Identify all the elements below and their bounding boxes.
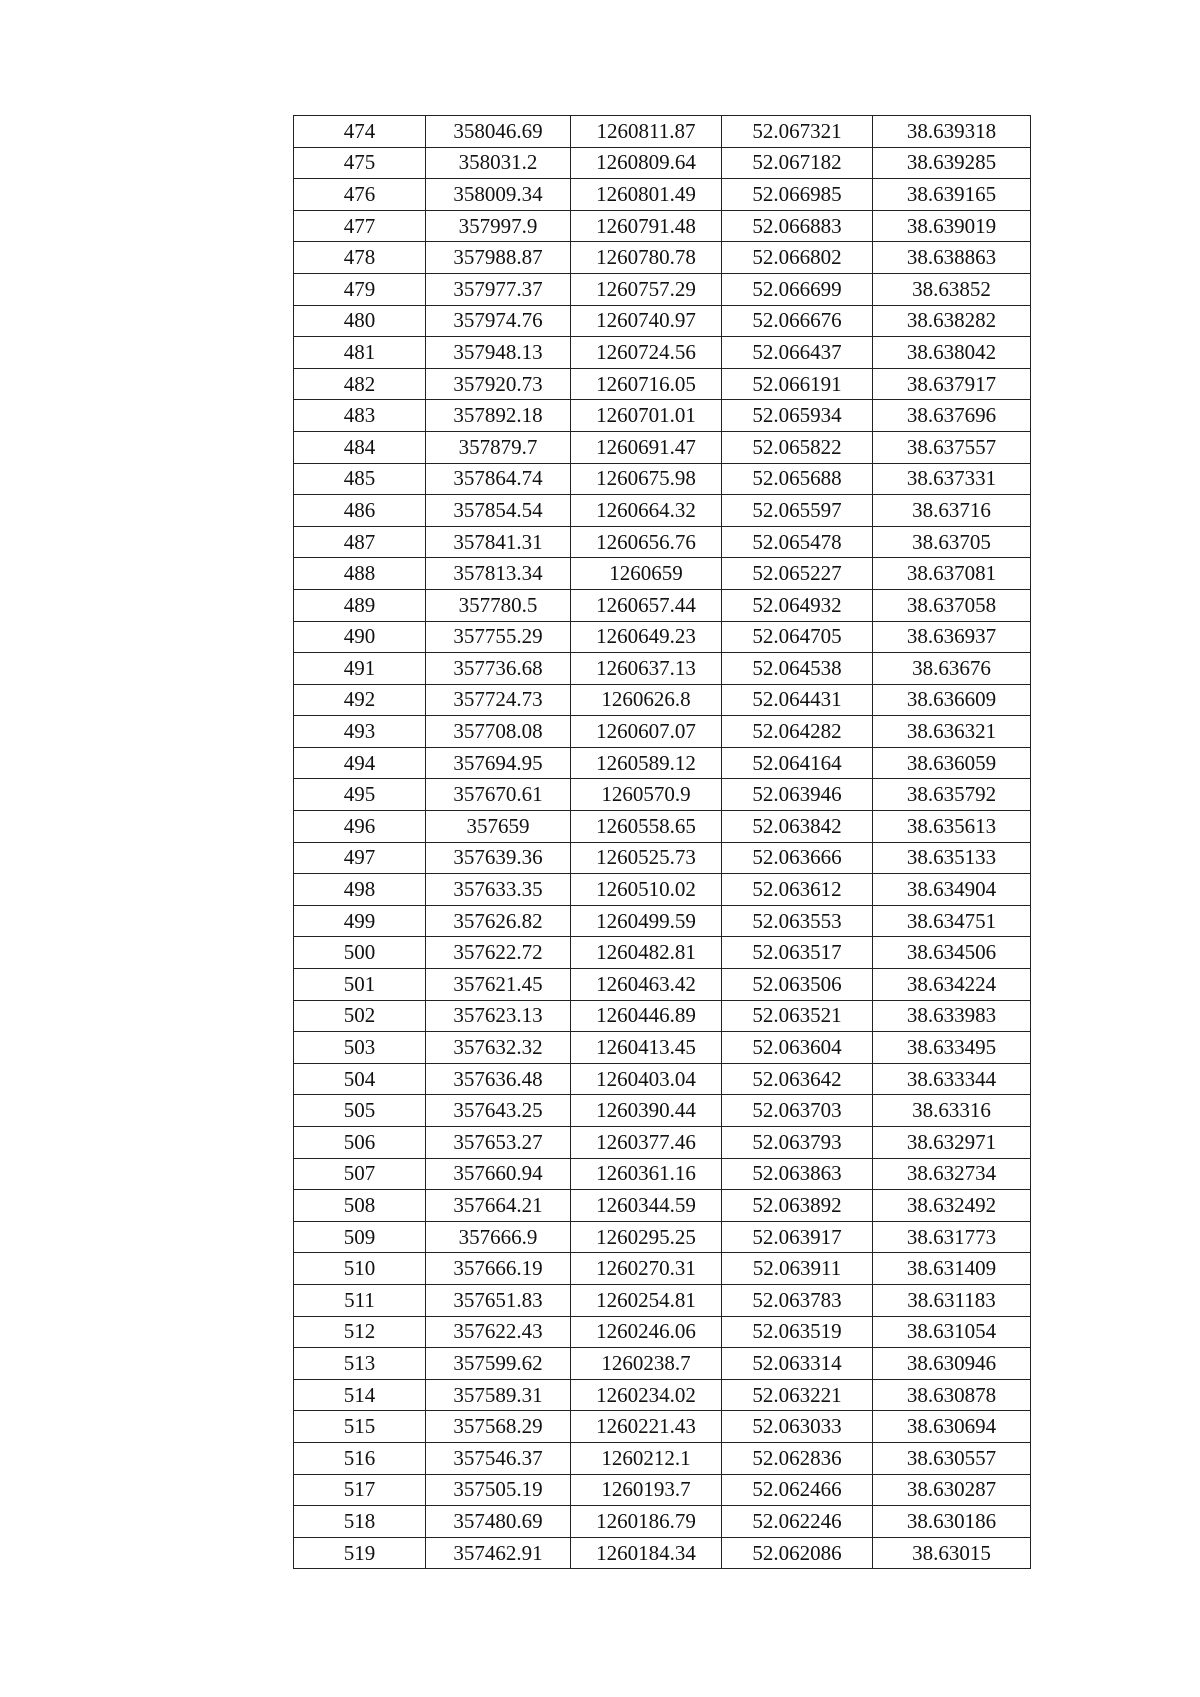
table-row bbox=[294, 495, 1031, 527]
point-number-cell: 490 bbox=[294, 621, 426, 653]
longitude-cell: 38.630287 bbox=[873, 1474, 1031, 1506]
table-row bbox=[294, 1506, 1031, 1538]
point-number-cell: 495 bbox=[294, 779, 426, 811]
coord-y-cell: 1260691.47 bbox=[571, 431, 722, 463]
coord-y-cell: 1260499.59 bbox=[571, 905, 722, 937]
longitude-cell: 38.634506 bbox=[873, 937, 1031, 969]
coord-x-cell: 357664.21 bbox=[426, 1190, 571, 1222]
latitude-cell: 52.063863 bbox=[722, 1158, 873, 1190]
table-body bbox=[294, 116, 1031, 1569]
point-number-cell: 514 bbox=[294, 1379, 426, 1411]
table-row bbox=[294, 874, 1031, 906]
table-row bbox=[294, 526, 1031, 558]
longitude-cell: 38.634751 bbox=[873, 905, 1031, 937]
longitude-cell: 38.637917 bbox=[873, 368, 1031, 400]
latitude-cell: 52.063793 bbox=[722, 1127, 873, 1159]
coord-x-cell: 357977.37 bbox=[426, 273, 571, 305]
longitude-cell: 38.636937 bbox=[873, 621, 1031, 653]
longitude-cell: 38.633983 bbox=[873, 1000, 1031, 1032]
longitude-cell: 38.634224 bbox=[873, 969, 1031, 1001]
table-row bbox=[294, 1474, 1031, 1506]
coord-y-cell: 1260570.9 bbox=[571, 779, 722, 811]
coord-x-cell: 357724.73 bbox=[426, 684, 571, 716]
latitude-cell: 52.066985 bbox=[722, 179, 873, 211]
table-row bbox=[294, 431, 1031, 463]
table-row bbox=[294, 558, 1031, 590]
longitude-cell: 38.632492 bbox=[873, 1190, 1031, 1222]
latitude-cell: 52.063521 bbox=[722, 1000, 873, 1032]
latitude-cell: 52.064538 bbox=[722, 653, 873, 685]
coord-y-cell: 1260270.31 bbox=[571, 1253, 722, 1285]
table-row bbox=[294, 368, 1031, 400]
coord-x-cell: 357480.69 bbox=[426, 1506, 571, 1538]
coord-x-cell: 357920.73 bbox=[426, 368, 571, 400]
table-row bbox=[294, 779, 1031, 811]
latitude-cell: 52.063783 bbox=[722, 1284, 873, 1316]
point-number-cell: 508 bbox=[294, 1190, 426, 1222]
point-number-cell: 493 bbox=[294, 716, 426, 748]
coord-y-cell: 1260791.48 bbox=[571, 210, 722, 242]
table-row bbox=[294, 1253, 1031, 1285]
coord-x-cell: 357626.82 bbox=[426, 905, 571, 937]
longitude-cell: 38.635792 bbox=[873, 779, 1031, 811]
table-row bbox=[294, 463, 1031, 495]
latitude-cell: 52.063666 bbox=[722, 842, 873, 874]
coord-y-cell: 1260221.43 bbox=[571, 1411, 722, 1443]
point-number-cell: 507 bbox=[294, 1158, 426, 1190]
longitude-cell: 38.637081 bbox=[873, 558, 1031, 590]
longitude-cell: 38.636321 bbox=[873, 716, 1031, 748]
coord-x-cell: 357974.76 bbox=[426, 305, 571, 337]
coord-y-cell: 1260212.1 bbox=[571, 1442, 722, 1474]
coord-x-cell: 357755.29 bbox=[426, 621, 571, 653]
coord-y-cell: 1260525.73 bbox=[571, 842, 722, 874]
coord-x-cell: 357997.9 bbox=[426, 210, 571, 242]
latitude-cell: 52.065597 bbox=[722, 495, 873, 527]
latitude-cell: 52.063506 bbox=[722, 969, 873, 1001]
coord-y-cell: 1260361.16 bbox=[571, 1158, 722, 1190]
coordinates-table bbox=[293, 115, 1031, 1569]
coord-y-cell: 1260716.05 bbox=[571, 368, 722, 400]
latitude-cell: 52.063892 bbox=[722, 1190, 873, 1222]
coord-x-cell: 357599.62 bbox=[426, 1348, 571, 1380]
coord-x-cell: 357505.19 bbox=[426, 1474, 571, 1506]
longitude-cell: 38.633344 bbox=[873, 1063, 1031, 1095]
latitude-cell: 52.066802 bbox=[722, 242, 873, 274]
coord-x-cell: 357659 bbox=[426, 811, 571, 843]
table-row bbox=[294, 1190, 1031, 1222]
longitude-cell: 38.631183 bbox=[873, 1284, 1031, 1316]
latitude-cell: 52.063703 bbox=[722, 1095, 873, 1127]
coord-x-cell: 357879.7 bbox=[426, 431, 571, 463]
latitude-cell: 52.062466 bbox=[722, 1474, 873, 1506]
table-row bbox=[294, 653, 1031, 685]
longitude-cell: 38.63015 bbox=[873, 1537, 1031, 1569]
coord-y-cell: 1260186.79 bbox=[571, 1506, 722, 1538]
latitude-cell: 52.062836 bbox=[722, 1442, 873, 1474]
coord-x-cell: 357546.37 bbox=[426, 1442, 571, 1474]
latitude-cell: 52.063033 bbox=[722, 1411, 873, 1443]
coord-x-cell: 357841.31 bbox=[426, 526, 571, 558]
coord-x-cell: 357643.25 bbox=[426, 1095, 571, 1127]
coord-y-cell: 1260558.65 bbox=[571, 811, 722, 843]
coord-x-cell: 357633.35 bbox=[426, 874, 571, 906]
point-number-cell: 504 bbox=[294, 1063, 426, 1095]
point-number-cell: 491 bbox=[294, 653, 426, 685]
coord-y-cell: 1260246.06 bbox=[571, 1316, 722, 1348]
coord-x-cell: 357948.13 bbox=[426, 337, 571, 369]
table-row bbox=[294, 937, 1031, 969]
longitude-cell: 38.638863 bbox=[873, 242, 1031, 274]
coord-y-cell: 1260656.76 bbox=[571, 526, 722, 558]
coord-x-cell: 357666.9 bbox=[426, 1221, 571, 1253]
point-number-cell: 515 bbox=[294, 1411, 426, 1443]
coord-x-cell: 357666.19 bbox=[426, 1253, 571, 1285]
coord-y-cell: 1260463.42 bbox=[571, 969, 722, 1001]
longitude-cell: 38.635613 bbox=[873, 811, 1031, 843]
table-row bbox=[294, 1348, 1031, 1380]
longitude-cell: 38.630557 bbox=[873, 1442, 1031, 1474]
table-row bbox=[294, 179, 1031, 211]
point-number-cell: 497 bbox=[294, 842, 426, 874]
latitude-cell: 52.064932 bbox=[722, 589, 873, 621]
latitude-cell: 52.064164 bbox=[722, 747, 873, 779]
latitude-cell: 52.062246 bbox=[722, 1506, 873, 1538]
coord-x-cell: 357622.72 bbox=[426, 937, 571, 969]
point-number-cell: 506 bbox=[294, 1127, 426, 1159]
coord-y-cell: 1260657.44 bbox=[571, 589, 722, 621]
longitude-cell: 38.63705 bbox=[873, 526, 1031, 558]
coord-y-cell: 1260649.23 bbox=[571, 621, 722, 653]
point-number-cell: 474 bbox=[294, 116, 426, 148]
point-number-cell: 517 bbox=[294, 1474, 426, 1506]
longitude-cell: 38.639019 bbox=[873, 210, 1031, 242]
table-row bbox=[294, 589, 1031, 621]
longitude-cell: 38.631773 bbox=[873, 1221, 1031, 1253]
point-number-cell: 476 bbox=[294, 179, 426, 211]
coord-x-cell: 357736.68 bbox=[426, 653, 571, 685]
table-row bbox=[294, 1284, 1031, 1316]
coord-y-cell: 1260295.25 bbox=[571, 1221, 722, 1253]
coord-x-cell: 357623.13 bbox=[426, 1000, 571, 1032]
point-number-cell: 477 bbox=[294, 210, 426, 242]
latitude-cell: 52.066191 bbox=[722, 368, 873, 400]
longitude-cell: 38.636059 bbox=[873, 747, 1031, 779]
table-row bbox=[294, 1221, 1031, 1253]
latitude-cell: 52.063917 bbox=[722, 1221, 873, 1253]
latitude-cell: 52.063221 bbox=[722, 1379, 873, 1411]
table-row bbox=[294, 210, 1031, 242]
latitude-cell: 52.066699 bbox=[722, 273, 873, 305]
coord-y-cell: 1260413.45 bbox=[571, 1032, 722, 1064]
coord-x-cell: 357589.31 bbox=[426, 1379, 571, 1411]
point-number-cell: 505 bbox=[294, 1095, 426, 1127]
coord-x-cell: 357813.34 bbox=[426, 558, 571, 590]
coord-y-cell: 1260811.87 bbox=[571, 116, 722, 148]
longitude-cell: 38.638282 bbox=[873, 305, 1031, 337]
longitude-cell: 38.636609 bbox=[873, 684, 1031, 716]
point-number-cell: 511 bbox=[294, 1284, 426, 1316]
latitude-cell: 52.065478 bbox=[722, 526, 873, 558]
latitude-cell: 52.063946 bbox=[722, 779, 873, 811]
table-row bbox=[294, 147, 1031, 179]
coord-x-cell: 357892.18 bbox=[426, 400, 571, 432]
point-number-cell: 483 bbox=[294, 400, 426, 432]
latitude-cell: 52.065934 bbox=[722, 400, 873, 432]
table-row bbox=[294, 116, 1031, 148]
longitude-cell: 38.639165 bbox=[873, 179, 1031, 211]
coord-y-cell: 1260675.98 bbox=[571, 463, 722, 495]
point-number-cell: 489 bbox=[294, 589, 426, 621]
longitude-cell: 38.630694 bbox=[873, 1411, 1031, 1443]
longitude-cell: 38.637696 bbox=[873, 400, 1031, 432]
longitude-cell: 38.638042 bbox=[873, 337, 1031, 369]
point-number-cell: 502 bbox=[294, 1000, 426, 1032]
table-row bbox=[294, 905, 1031, 937]
point-number-cell: 480 bbox=[294, 305, 426, 337]
point-number-cell: 485 bbox=[294, 463, 426, 495]
coord-y-cell: 1260193.7 bbox=[571, 1474, 722, 1506]
latitude-cell: 52.063553 bbox=[722, 905, 873, 937]
longitude-cell: 38.637058 bbox=[873, 589, 1031, 621]
latitude-cell: 52.066437 bbox=[722, 337, 873, 369]
coord-x-cell: 357780.5 bbox=[426, 589, 571, 621]
table-row bbox=[294, 1411, 1031, 1443]
table-row bbox=[294, 1316, 1031, 1348]
coord-x-cell: 357708.08 bbox=[426, 716, 571, 748]
longitude-cell: 38.63676 bbox=[873, 653, 1031, 685]
point-number-cell: 492 bbox=[294, 684, 426, 716]
table-row bbox=[294, 842, 1031, 874]
table-row bbox=[294, 1000, 1031, 1032]
longitude-cell: 38.634904 bbox=[873, 874, 1031, 906]
longitude-cell: 38.631409 bbox=[873, 1253, 1031, 1285]
coord-x-cell: 357621.45 bbox=[426, 969, 571, 1001]
latitude-cell: 52.067182 bbox=[722, 147, 873, 179]
coord-y-cell: 1260589.12 bbox=[571, 747, 722, 779]
table-row bbox=[294, 273, 1031, 305]
longitude-cell: 38.637557 bbox=[873, 431, 1031, 463]
coord-x-cell: 357670.61 bbox=[426, 779, 571, 811]
coord-x-cell: 357622.43 bbox=[426, 1316, 571, 1348]
latitude-cell: 52.063642 bbox=[722, 1063, 873, 1095]
longitude-cell: 38.630186 bbox=[873, 1506, 1031, 1538]
latitude-cell: 52.063517 bbox=[722, 937, 873, 969]
coord-x-cell: 357694.95 bbox=[426, 747, 571, 779]
latitude-cell: 52.062086 bbox=[722, 1537, 873, 1569]
coord-x-cell: 357651.83 bbox=[426, 1284, 571, 1316]
coord-y-cell: 1260626.8 bbox=[571, 684, 722, 716]
point-number-cell: 503 bbox=[294, 1032, 426, 1064]
coord-y-cell: 1260482.81 bbox=[571, 937, 722, 969]
table-row bbox=[294, 1063, 1031, 1095]
coord-x-cell: 357632.32 bbox=[426, 1032, 571, 1064]
latitude-cell: 52.063612 bbox=[722, 874, 873, 906]
table-row bbox=[294, 242, 1031, 274]
latitude-cell: 52.065822 bbox=[722, 431, 873, 463]
longitude-cell: 38.639285 bbox=[873, 147, 1031, 179]
coord-y-cell: 1260377.46 bbox=[571, 1127, 722, 1159]
table-row bbox=[294, 811, 1031, 843]
table-row bbox=[294, 1158, 1031, 1190]
longitude-cell: 38.639318 bbox=[873, 116, 1031, 148]
coord-x-cell: 357653.27 bbox=[426, 1127, 571, 1159]
latitude-cell: 52.063604 bbox=[722, 1032, 873, 1064]
point-number-cell: 498 bbox=[294, 874, 426, 906]
coord-y-cell: 1260801.49 bbox=[571, 179, 722, 211]
coord-y-cell: 1260254.81 bbox=[571, 1284, 722, 1316]
point-number-cell: 487 bbox=[294, 526, 426, 558]
coord-x-cell: 357639.36 bbox=[426, 842, 571, 874]
latitude-cell: 52.063842 bbox=[722, 811, 873, 843]
point-number-cell: 488 bbox=[294, 558, 426, 590]
point-number-cell: 481 bbox=[294, 337, 426, 369]
table-row bbox=[294, 621, 1031, 653]
latitude-cell: 52.066883 bbox=[722, 210, 873, 242]
coord-x-cell: 357568.29 bbox=[426, 1411, 571, 1443]
table-row bbox=[294, 1127, 1031, 1159]
table-row bbox=[294, 1032, 1031, 1064]
coord-x-cell: 357854.54 bbox=[426, 495, 571, 527]
point-number-cell: 512 bbox=[294, 1316, 426, 1348]
coord-x-cell: 357864.74 bbox=[426, 463, 571, 495]
table-row bbox=[294, 716, 1031, 748]
table-row bbox=[294, 1379, 1031, 1411]
longitude-cell: 38.63716 bbox=[873, 495, 1031, 527]
coord-x-cell: 358009.34 bbox=[426, 179, 571, 211]
coord-y-cell: 1260757.29 bbox=[571, 273, 722, 305]
point-number-cell: 478 bbox=[294, 242, 426, 274]
table-row bbox=[294, 969, 1031, 1001]
point-number-cell: 519 bbox=[294, 1537, 426, 1569]
coord-y-cell: 1260809.64 bbox=[571, 147, 722, 179]
latitude-cell: 52.067321 bbox=[722, 116, 873, 148]
point-number-cell: 500 bbox=[294, 937, 426, 969]
coord-y-cell: 1260344.59 bbox=[571, 1190, 722, 1222]
longitude-cell: 38.632971 bbox=[873, 1127, 1031, 1159]
latitude-cell: 52.063911 bbox=[722, 1253, 873, 1285]
latitude-cell: 52.064705 bbox=[722, 621, 873, 653]
coord-y-cell: 1260724.56 bbox=[571, 337, 722, 369]
coord-x-cell: 358031.2 bbox=[426, 147, 571, 179]
longitude-cell: 38.633495 bbox=[873, 1032, 1031, 1064]
point-number-cell: 509 bbox=[294, 1221, 426, 1253]
point-number-cell: 499 bbox=[294, 905, 426, 937]
coord-y-cell: 1260664.32 bbox=[571, 495, 722, 527]
table-row bbox=[294, 747, 1031, 779]
point-number-cell: 482 bbox=[294, 368, 426, 400]
table-row bbox=[294, 305, 1031, 337]
table-row bbox=[294, 400, 1031, 432]
latitude-cell: 52.064431 bbox=[722, 684, 873, 716]
coord-y-cell: 1260184.34 bbox=[571, 1537, 722, 1569]
point-number-cell: 513 bbox=[294, 1348, 426, 1380]
point-number-cell: 496 bbox=[294, 811, 426, 843]
coord-y-cell: 1260446.89 bbox=[571, 1000, 722, 1032]
coord-y-cell: 1260234.02 bbox=[571, 1379, 722, 1411]
coord-y-cell: 1260607.07 bbox=[571, 716, 722, 748]
latitude-cell: 52.064282 bbox=[722, 716, 873, 748]
point-number-cell: 516 bbox=[294, 1442, 426, 1474]
point-number-cell: 479 bbox=[294, 273, 426, 305]
table-row bbox=[294, 1442, 1031, 1474]
coord-x-cell: 358046.69 bbox=[426, 116, 571, 148]
latitude-cell: 52.065688 bbox=[722, 463, 873, 495]
longitude-cell: 38.63316 bbox=[873, 1095, 1031, 1127]
coord-y-cell: 1260740.97 bbox=[571, 305, 722, 337]
table-row bbox=[294, 684, 1031, 716]
point-number-cell: 501 bbox=[294, 969, 426, 1001]
coord-x-cell: 357636.48 bbox=[426, 1063, 571, 1095]
table-row bbox=[294, 1537, 1031, 1569]
latitude-cell: 52.063519 bbox=[722, 1316, 873, 1348]
point-number-cell: 486 bbox=[294, 495, 426, 527]
table-row bbox=[294, 337, 1031, 369]
coord-y-cell: 1260403.04 bbox=[571, 1063, 722, 1095]
coord-y-cell: 1260510.02 bbox=[571, 874, 722, 906]
longitude-cell: 38.637331 bbox=[873, 463, 1031, 495]
coord-y-cell: 1260659 bbox=[571, 558, 722, 590]
longitude-cell: 38.632734 bbox=[873, 1158, 1031, 1190]
point-number-cell: 518 bbox=[294, 1506, 426, 1538]
longitude-cell: 38.630878 bbox=[873, 1379, 1031, 1411]
longitude-cell: 38.630946 bbox=[873, 1348, 1031, 1380]
coord-y-cell: 1260390.44 bbox=[571, 1095, 722, 1127]
point-number-cell: 494 bbox=[294, 747, 426, 779]
coord-y-cell: 1260780.78 bbox=[571, 242, 722, 274]
longitude-cell: 38.63852 bbox=[873, 273, 1031, 305]
longitude-cell: 38.631054 bbox=[873, 1316, 1031, 1348]
latitude-cell: 52.065227 bbox=[722, 558, 873, 590]
point-number-cell: 475 bbox=[294, 147, 426, 179]
coord-x-cell: 357462.91 bbox=[426, 1537, 571, 1569]
table-row bbox=[294, 1095, 1031, 1127]
longitude-cell: 38.635133 bbox=[873, 842, 1031, 874]
latitude-cell: 52.063314 bbox=[722, 1348, 873, 1380]
point-number-cell: 510 bbox=[294, 1253, 426, 1285]
latitude-cell: 52.066676 bbox=[722, 305, 873, 337]
coord-y-cell: 1260701.01 bbox=[571, 400, 722, 432]
point-number-cell: 484 bbox=[294, 431, 426, 463]
coord-x-cell: 357988.87 bbox=[426, 242, 571, 274]
coord-x-cell: 357660.94 bbox=[426, 1158, 571, 1190]
coord-y-cell: 1260637.13 bbox=[571, 653, 722, 685]
coord-y-cell: 1260238.7 bbox=[571, 1348, 722, 1380]
